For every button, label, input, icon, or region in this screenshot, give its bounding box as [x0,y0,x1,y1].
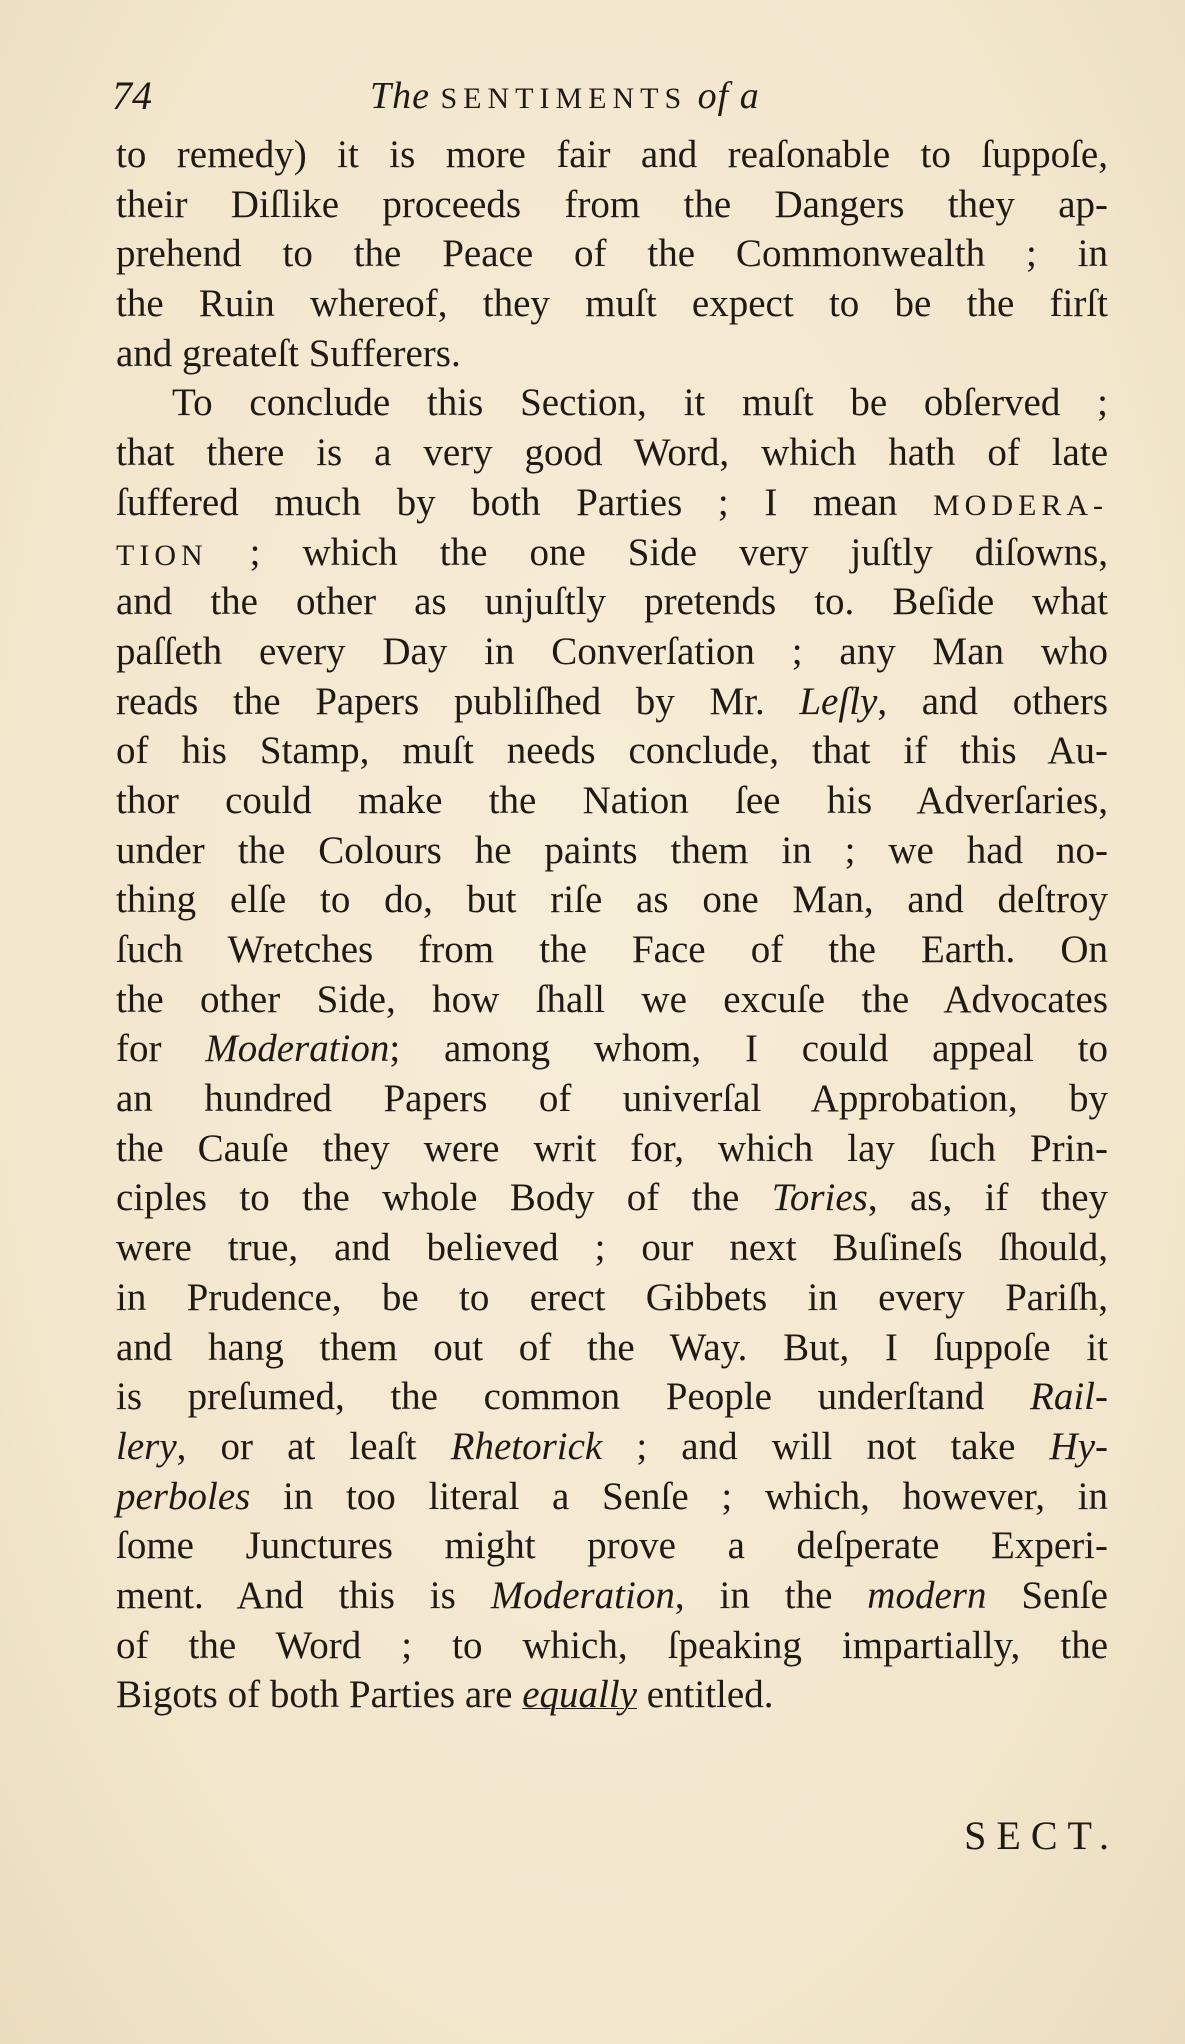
text-line [116,726,1108,776]
text-run: , and others [877,679,1109,723]
text-line [116,1372,1108,1422]
text-line [116,1571,1108,1621]
text-line [116,1323,1108,1373]
text-run: the other Side, how ſhall we excuſe the Advocates [116,977,1108,1021]
text-run: To conclude this Section, it muſt be obſerved ; [172,381,1108,425]
text-run: and greateſt Sufferers. [116,331,461,375]
text-line [116,1124,1108,1174]
text-line [116,975,1108,1025]
text-line [116,925,1108,975]
text-run: Bigots of both Parties are [116,1673,523,1717]
text-line [116,130,1108,180]
text-run: in too literal a Senſe ; which, however, in [250,1474,1108,1518]
text-line [116,229,1108,279]
text-run: ſome Junctures might prove a deſperate Experi- [116,1524,1108,1568]
text-line [116,1621,1108,1671]
body-text [116,130,1108,1720]
small-caps-word: TION [116,538,208,572]
text-line [116,478,1108,528]
text-run: thing elſe to do, but riſe as one Man, and deſtroy [116,878,1108,922]
text-line [116,528,1108,578]
text-run: the Ruin whereof, they muſt expect to be the firſt [116,282,1108,326]
running-head-the: The [370,75,430,117]
text-line [116,1422,1108,1472]
running-head [370,74,760,118]
text-run: their Diſlike proceeds from the Dangers they ap- [116,182,1108,226]
text-run: ſuffered much by both Parties ; I mean [116,480,933,524]
text-line [116,1273,1108,1323]
italic-word: Rhetorick [450,1424,603,1468]
text-line [116,1670,1108,1720]
text-run: Senſe [986,1573,1108,1617]
text-run: paſſeth every Day in Converſation ; any Man who [116,629,1108,673]
text-run: , or at leaſt [176,1424,451,1468]
text-line [116,1024,1108,1074]
text-line [116,1472,1108,1522]
text-run: ; and will not take [602,1424,1050,1468]
text-line [116,627,1108,677]
text-line [116,677,1108,727]
text-run: is preſumed, the common People underſtand [116,1375,1031,1419]
italic-word: Rail- [1030,1375,1108,1419]
page-header [112,72,1112,132]
text-run: entitled. [636,1673,774,1717]
italic-word: Tories [771,1176,868,1220]
text-line [116,279,1108,329]
italic-word: modern [867,1573,987,1617]
text-run: of the Word ; to which, ſpeaking impartially, the [116,1623,1108,1667]
text-run: to remedy) it is more fair and reaſonable to ſuppoſe, [116,133,1108,176]
text-line [116,428,1108,478]
italic-word: equally [522,1673,637,1717]
text-line [116,378,1108,428]
text-run: of his Stamp, muſt needs conclude, that if this Au- [116,729,1108,773]
text-run: ciples to the whole Body of the [116,1176,772,1220]
catchword: SECT. [964,1813,1119,1858]
text-run: that there is a very good Word, which hath of late [116,431,1108,475]
text-run: an hundred Papers of univerſal Approbation, by [116,1077,1108,1121]
italic-word: Moderation [490,1573,675,1617]
text-line [116,329,1108,379]
text-line [116,1074,1108,1124]
text-run: for [116,1027,206,1071]
text-line [116,875,1108,925]
italic-word: perboles [116,1474,251,1518]
text-line [116,180,1108,230]
text-run: in Prudence, be to erect Gibbets in every Pariſh, [116,1275,1108,1319]
text-line [116,1223,1108,1273]
text-run: , as, if they [867,1176,1108,1220]
text-run: under the Colours he paints them in ; we had no- [116,828,1108,872]
text-run: , in the [674,1573,868,1617]
italic-word: Leſly [799,679,878,723]
text-run: were true, and believed ; our next Buſineſs ſhould, [116,1226,1108,1270]
small-caps-word: MODERA- [933,488,1108,522]
text-line [116,776,1108,826]
text-run: thor could make the Nation ſee his Adverſaries, [116,778,1108,822]
text-run: the Cauſe they were writ for, which lay ſuch Prin- [116,1126,1108,1170]
running-head-sentiments: SENTIMENTS [440,82,688,115]
italic-word: Moderation [205,1027,390,1071]
text-run: and the other as unjuſtly pretends to. Beſide what [116,580,1108,624]
text-run: prehend to the Peace of the Commonwealth ; in [116,232,1108,276]
text-run: and hang them out of the Way. But, I ſuppoſe it [116,1325,1108,1369]
text-line [116,826,1108,876]
text-run: ; which the one Side very juſtly diſowns, [207,530,1108,574]
text-run: ment. And this is [116,1573,491,1617]
text-run: ſuch Wretches from the Face of the Earth. On [116,928,1108,971]
text-line [116,1521,1108,1571]
text-line [116,577,1108,627]
text-run: reads the Papers publiſhed by Mr. [116,679,800,723]
text-line [116,1173,1108,1223]
text-run: ; among whom, I could appeal to [389,1027,1108,1071]
page-number: 74 [112,73,152,118]
running-head-of-a: of a [697,75,760,117]
italic-word: Hy- [1049,1424,1109,1468]
italic-word: lery [116,1424,177,1468]
